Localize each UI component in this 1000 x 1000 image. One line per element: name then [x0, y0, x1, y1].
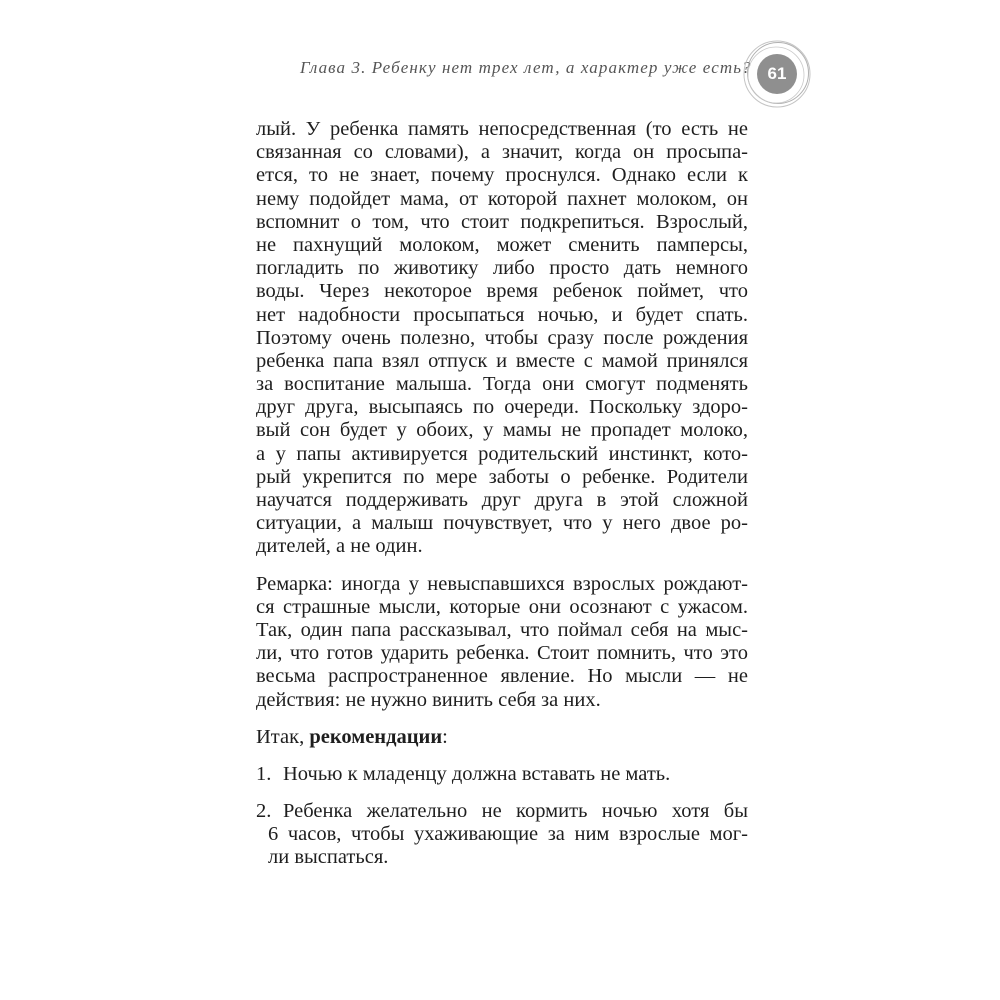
text-line: не пахнущий молоком, может сменить памперсы,	[256, 233, 748, 256]
text-line: научатся поддерживать друг друга в этой сложной	[256, 489, 748, 511]
text-line: Поэтому очень полезно, чтобы сразу после рождения	[256, 326, 748, 349]
text-line: дителей, а не один.	[256, 535, 423, 558]
text-line: друг друга, высыпаясь по очереди. Поскольку здоро-	[256, 396, 748, 419]
text-line: а у папы активируется родительский инстинкт, кото-	[256, 442, 748, 465]
text-line: нему подойдет мама, от которой пахнет молоком, он	[256, 187, 748, 210]
text-line: Ночью к младенцу должна вставать не мать.	[283, 762, 671, 785]
list-number: 1.	[256, 762, 272, 785]
text-line: рый укрепится по мере заботы о ребенке. Родители	[256, 465, 748, 488]
text-line: ребенка папа взял отпуск и вместе с мамой принялся	[256, 349, 748, 372]
running-header-chapter-title: Глава 3. Ребенку нет трех лет, а характер уже есть?	[300, 58, 752, 77]
recommendations-bold-word: рекомендации	[309, 725, 443, 748]
recommendations-colon: :	[442, 725, 448, 748]
page-number: 61	[767, 64, 787, 83]
text-line: за воспитание малыша. Тогда они смогут подменять	[256, 373, 748, 396]
recommendations-heading	[256, 726, 748, 749]
paragraph-1	[256, 118, 748, 559]
page-body	[256, 118, 748, 870]
text-line: нет надобности просыпаться ночью, и будет спать.	[256, 303, 748, 326]
text-line: связанная со словами), а значит, когда он просыпа-	[256, 141, 748, 164]
paragraph-2-remark	[256, 573, 748, 712]
text-line: 6 часов, чтобы ухаживающие за ним взрослые мог-	[268, 823, 748, 846]
text-line: ли, что готов ударить ребенка. Стоит помнить, что это	[256, 642, 748, 665]
list-item-2	[256, 800, 748, 870]
text-line: ся страшные мысли, которые они осознают с ужасом.	[256, 595, 748, 618]
list-item-1	[256, 763, 748, 786]
text-line: ли выспаться.	[268, 846, 389, 869]
list-number: 2.	[256, 800, 272, 823]
text-line: весьма распространенное явление. Но мысли — не	[256, 665, 748, 688]
text-line: вспомнит о том, что стоит подкрепиться. Взрослый,	[256, 210, 748, 233]
recommendations-intro: Итак,	[256, 725, 310, 748]
text-line: ется, то не знает, почему проснулся. Однако если к	[256, 164, 748, 187]
text-line: действия: не нужно винить себя за них.	[256, 688, 601, 711]
text-line: вый сон будет у обоих, у мамы не пропадет молоко,	[256, 419, 748, 442]
text-line: Ремарка: иногда у невыспавшихся взрослых рождают-	[256, 572, 748, 595]
text-line: воды. Через некоторое время ребенок поймет, что	[256, 280, 748, 303]
text-line: Так, один папа рассказывал, что поймал себя на мыс-	[256, 618, 748, 641]
text-line: лый. У ребенка память непосредственная (то есть не	[256, 118, 748, 140]
text-line: ситуации, а малыш почувствует, что у него двое ро-	[256, 512, 748, 535]
text-line: Ребенка желательно не кормить ночью хотя бы	[283, 800, 748, 823]
text-line: погладить по животику либо просто дать немного	[256, 257, 748, 280]
